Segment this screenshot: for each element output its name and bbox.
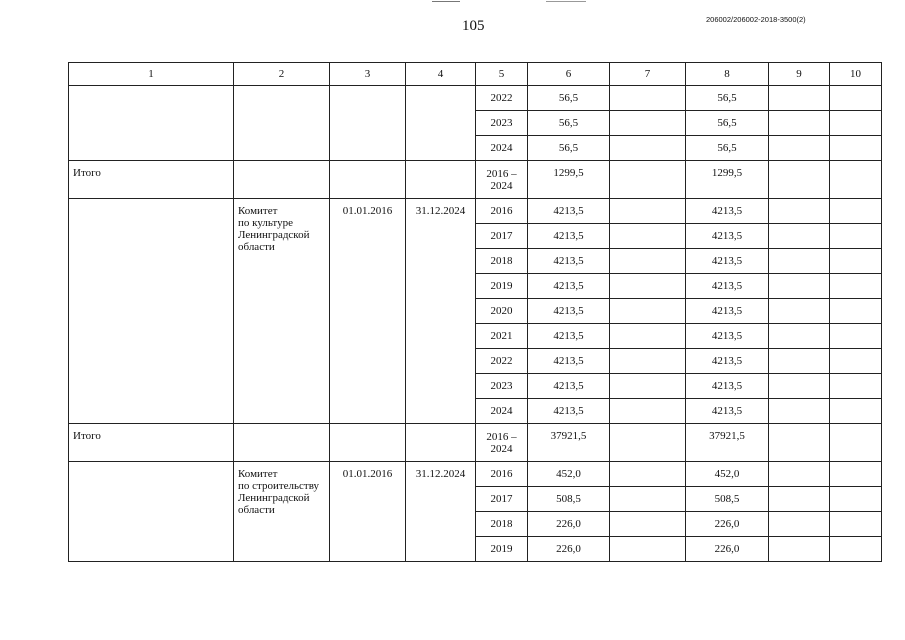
value-col8: 4213,5 <box>686 349 769 374</box>
total-row <box>69 161 882 199</box>
year-cell: 2018 <box>476 249 528 274</box>
year-cell: 2024 <box>476 399 528 424</box>
page-number: 105 <box>462 18 485 34</box>
year-cell: 2017 <box>476 487 528 512</box>
column-header: 5 <box>476 63 528 86</box>
value-col9 <box>769 399 830 424</box>
value-col6: 4213,5 <box>528 199 610 224</box>
value-col7 <box>610 424 686 462</box>
column-header: 8 <box>686 63 769 86</box>
year-range-line1: 2016 – <box>486 430 517 443</box>
value-col8: 56,5 <box>686 136 769 161</box>
value-col8: 4213,5 <box>686 249 769 274</box>
value-col7 <box>610 274 686 299</box>
committee-line: Комитет <box>238 468 278 480</box>
value-col7 <box>610 324 686 349</box>
cell-col4 <box>406 86 476 161</box>
value-col10 <box>830 424 882 462</box>
value-col9 <box>769 249 830 274</box>
cell-col1 <box>69 462 234 562</box>
value-col8: 4213,5 <box>686 399 769 424</box>
year-cell: 2022 <box>476 349 528 374</box>
year-cell: 2022 <box>476 86 528 111</box>
value-col10 <box>830 349 882 374</box>
value-col8: 4213,5 <box>686 199 769 224</box>
value-col9 <box>769 349 830 374</box>
table-row <box>69 86 882 111</box>
value-col8: 226,0 <box>686 512 769 537</box>
value-col7 <box>610 537 686 562</box>
value-col7 <box>610 512 686 537</box>
table-row <box>69 462 882 487</box>
value-col8: 1299,5 <box>686 161 769 199</box>
year-cell: 2016 <box>476 462 528 487</box>
committee-line: области <box>238 504 275 516</box>
value-col9 <box>769 161 830 199</box>
column-header: 7 <box>610 63 686 86</box>
year-range-cell <box>476 161 528 199</box>
value-col10 <box>830 487 882 512</box>
table-header-row <box>69 63 882 86</box>
cell-col4 <box>406 161 476 199</box>
value-col6: 1299,5 <box>528 161 610 199</box>
value-col6: 226,0 <box>528 512 610 537</box>
value-col8: 56,5 <box>686 111 769 136</box>
committee-name-culture <box>234 199 330 424</box>
value-col6: 226,0 <box>528 537 610 562</box>
year-range-cell <box>476 424 528 462</box>
value-col9 <box>769 512 830 537</box>
value-col6: 4213,5 <box>528 249 610 274</box>
value-col9 <box>769 299 830 324</box>
year-cell: 2023 <box>476 111 528 136</box>
year-cell: 2023 <box>476 374 528 399</box>
total-row <box>69 424 882 462</box>
value-col8: 508,5 <box>686 487 769 512</box>
value-col7 <box>610 349 686 374</box>
value-col7 <box>610 86 686 111</box>
value-col7 <box>610 487 686 512</box>
scan-artifact-line <box>432 1 460 2</box>
year-cell: 2019 <box>476 537 528 562</box>
cell-col4 <box>406 424 476 462</box>
cell-col2 <box>234 86 330 161</box>
value-col8: 4213,5 <box>686 224 769 249</box>
value-col6: 56,5 <box>528 86 610 111</box>
value-col9 <box>769 224 830 249</box>
scan-artifact-line <box>546 1 586 2</box>
value-col6: 37921,5 <box>528 424 610 462</box>
cell-col1 <box>69 199 234 424</box>
value-col8: 56,5 <box>686 86 769 111</box>
value-col8: 226,0 <box>686 537 769 562</box>
value-col9 <box>769 487 830 512</box>
value-col6: 4213,5 <box>528 374 610 399</box>
value-col6: 452,0 <box>528 462 610 487</box>
column-header: 3 <box>330 63 406 86</box>
column-header: 2 <box>234 63 330 86</box>
value-col6: 56,5 <box>528 111 610 136</box>
value-col10 <box>830 274 882 299</box>
value-col10 <box>830 299 882 324</box>
year-cell: 2019 <box>476 274 528 299</box>
cell-col3 <box>330 424 406 462</box>
column-header: 10 <box>830 63 882 86</box>
value-col10 <box>830 199 882 224</box>
value-col7 <box>610 161 686 199</box>
total-label: Итого <box>69 161 234 199</box>
value-col10 <box>830 136 882 161</box>
column-header: 6 <box>528 63 610 86</box>
year-cell: 2017 <box>476 224 528 249</box>
committee-line: Комитет <box>238 205 278 217</box>
value-col10 <box>830 537 882 562</box>
value-col7 <box>610 224 686 249</box>
value-col6: 4213,5 <box>528 224 610 249</box>
year-range-line2: 2024 <box>490 179 513 192</box>
committee-line: по культуре <box>238 217 293 229</box>
value-col6: 4213,5 <box>528 349 610 374</box>
value-col9 <box>769 136 830 161</box>
value-col6: 4213,5 <box>528 399 610 424</box>
column-header: 4 <box>406 63 476 86</box>
value-col6: 56,5 <box>528 136 610 161</box>
year-cell: 2024 <box>476 136 528 161</box>
value-col9 <box>769 274 830 299</box>
value-col10 <box>830 399 882 424</box>
year-cell: 2016 <box>476 199 528 224</box>
value-col7 <box>610 111 686 136</box>
committee-line: области <box>238 241 275 253</box>
value-col7 <box>610 299 686 324</box>
value-col9 <box>769 111 830 136</box>
value-col7 <box>610 462 686 487</box>
cell-col3 <box>330 86 406 161</box>
value-col6: 4213,5 <box>528 274 610 299</box>
value-col9 <box>769 462 830 487</box>
committee-line: по строительству <box>238 480 320 492</box>
table-row <box>69 199 882 224</box>
year-cell: 2021 <box>476 324 528 349</box>
committee-name-construction <box>234 462 330 562</box>
budget-table <box>68 62 882 562</box>
value-col10 <box>830 249 882 274</box>
value-col7 <box>610 249 686 274</box>
value-col10 <box>830 86 882 111</box>
cell-col3 <box>330 161 406 199</box>
value-col6: 508,5 <box>528 487 610 512</box>
value-col9 <box>769 199 830 224</box>
value-col8: 4213,5 <box>686 299 769 324</box>
cell-col2 <box>234 424 330 462</box>
value-col9 <box>769 324 830 349</box>
cell-col1 <box>69 86 234 161</box>
document-id: 206002/206002-2018-3500(2) <box>706 15 806 24</box>
value-col10 <box>830 111 882 136</box>
year-range-line1: 2016 – <box>486 167 517 180</box>
value-col7 <box>610 374 686 399</box>
value-col9 <box>769 424 830 462</box>
value-col9 <box>769 537 830 562</box>
committee-line: Ленинградской <box>238 229 310 241</box>
committee-line: Ленинградской <box>238 492 310 504</box>
value-col10 <box>830 462 882 487</box>
column-header: 9 <box>769 63 830 86</box>
value-col8: 4213,5 <box>686 324 769 349</box>
start-date: 01.01.2016 <box>330 199 406 424</box>
start-date: 01.01.2016 <box>330 462 406 562</box>
year-range-line2: 2024 <box>490 442 513 455</box>
value-col8: 4213,5 <box>686 274 769 299</box>
value-col7 <box>610 399 686 424</box>
value-col10 <box>830 512 882 537</box>
value-col6: 4213,5 <box>528 299 610 324</box>
value-col7 <box>610 199 686 224</box>
value-col10 <box>830 224 882 249</box>
total-label: Итого <box>69 424 234 462</box>
value-col9 <box>769 374 830 399</box>
end-date: 31.12.2024 <box>406 199 476 424</box>
value-col8: 452,0 <box>686 462 769 487</box>
value-col10 <box>830 161 882 199</box>
value-col8: 4213,5 <box>686 374 769 399</box>
year-cell: 2020 <box>476 299 528 324</box>
value-col9 <box>769 86 830 111</box>
value-col7 <box>610 136 686 161</box>
value-col8: 37921,5 <box>686 424 769 462</box>
value-col6: 4213,5 <box>528 324 610 349</box>
value-col10 <box>830 374 882 399</box>
end-date: 31.12.2024 <box>406 462 476 562</box>
value-col10 <box>830 324 882 349</box>
column-header: 1 <box>69 63 234 86</box>
table-body <box>69 86 882 562</box>
year-cell: 2018 <box>476 512 528 537</box>
cell-col2 <box>234 161 330 199</box>
